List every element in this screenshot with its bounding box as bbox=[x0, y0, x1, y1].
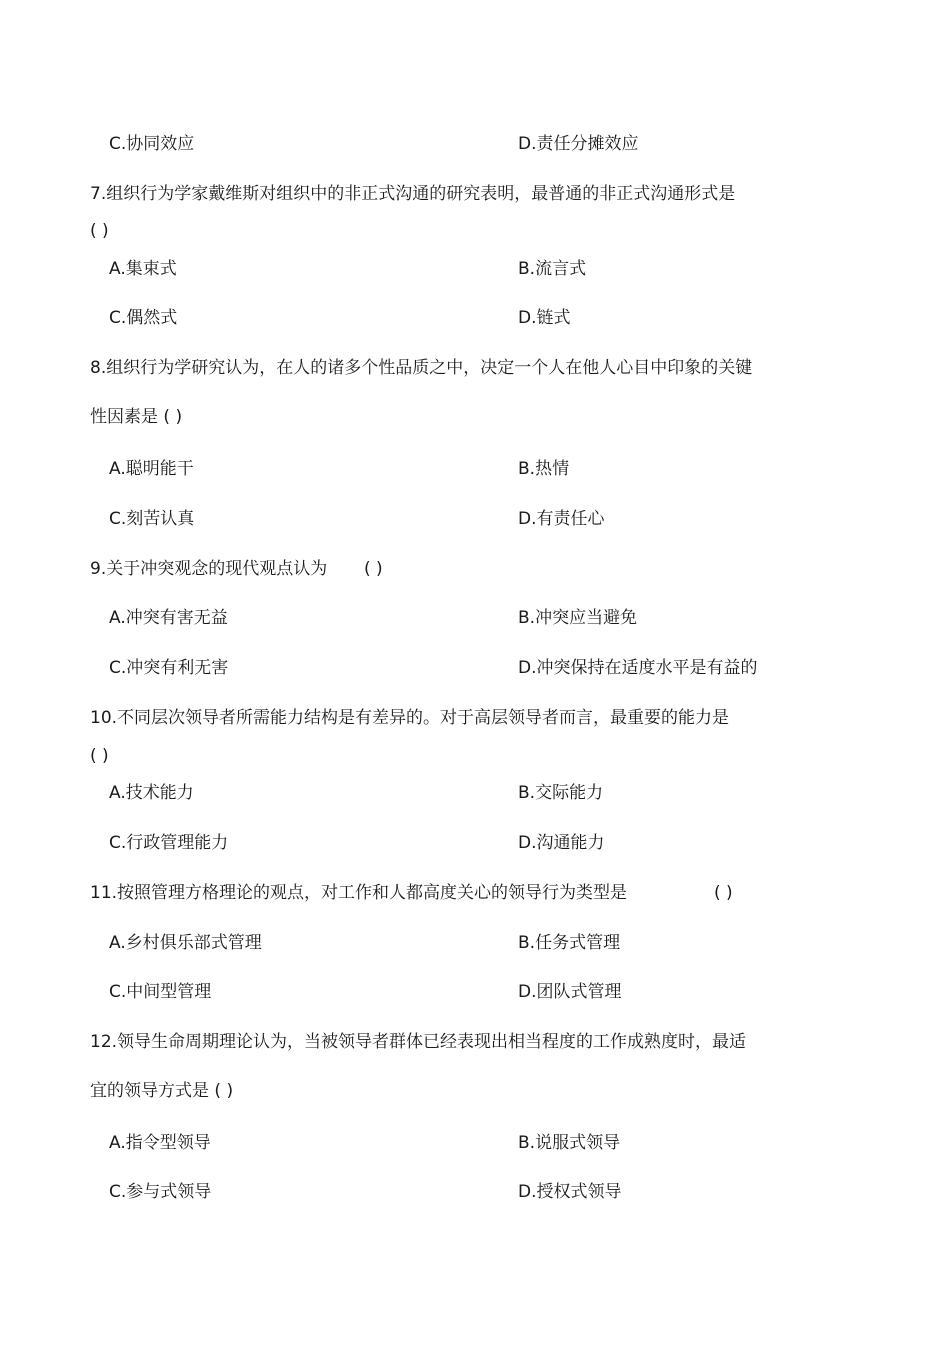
question-7-option-a: A.集束式 bbox=[109, 259, 177, 279]
question-8-option-b: B.热情 bbox=[518, 459, 570, 479]
question-11-option-c: C.中间型管理 bbox=[109, 982, 212, 1002]
question-9-answer-blank: ( ) bbox=[364, 559, 383, 579]
question-12-text: 12.领导生命周期理论认为，当被领导者群体已经表现出相当程度的工作成熟度时，最适 bbox=[90, 1032, 747, 1052]
question-9-option-a: A.冲突有害无益 bbox=[109, 608, 228, 628]
question-8-text: 8.组织行为学研究认为，在人的诸多个性品质之中，决定一个人在他人心目中印象的关键 bbox=[90, 358, 753, 378]
question-11-answer-blank: ( ) bbox=[714, 883, 733, 903]
question-11-option-a: A.乡村俱乐部式管理 bbox=[109, 933, 262, 953]
question-10-option-a: A.技术能力 bbox=[109, 783, 194, 803]
option-c: C.协同效应 bbox=[109, 134, 195, 154]
question-12-text-cont: 宜的领导方式是 ( ) bbox=[90, 1081, 234, 1101]
question-9-option-c: C.冲突有利无害 bbox=[109, 658, 229, 678]
question-11-text: 11.按照管理方格理论的观点，对工作和人都高度关心的领导行为类型是 bbox=[90, 883, 628, 903]
question-9-option-b: B.冲突应当避免 bbox=[518, 608, 638, 628]
question-7-option-b: B.流言式 bbox=[518, 259, 587, 279]
question-10-text: 10.不同层次领导者所需能力结构是有差异的。对于高层领导者而言，最重要的能力是 bbox=[90, 708, 730, 728]
question-12-option-c: C.参与式领导 bbox=[109, 1182, 212, 1202]
question-9-text: 9.关于冲突观念的现代观点认为 bbox=[90, 559, 328, 579]
question-9-option-d: D.冲突保持在适度水平是有益的 bbox=[518, 658, 758, 678]
question-8-option-d: D.有责任心 bbox=[518, 509, 605, 529]
question-8-option-a: A.聪明能干 bbox=[109, 459, 194, 479]
option-d: D.责任分摊效应 bbox=[518, 134, 639, 154]
question-10-answer-blank: ( ) bbox=[90, 746, 109, 766]
question-7-option-c: C.偶然式 bbox=[109, 308, 178, 328]
question-11-option-d: D.团队式管理 bbox=[518, 982, 622, 1002]
question-7-answer-blank: ( ) bbox=[90, 221, 109, 241]
question-12-option-b: B.说服式领导 bbox=[518, 1133, 621, 1153]
question-7-option-d: D.链式 bbox=[518, 308, 571, 328]
question-12-option-a: A.指令型领导 bbox=[109, 1133, 211, 1153]
question-7-text: 7.组织行为学家戴维斯对组织中的非正式沟通的研究表明，最普通的非正式沟通形式是 bbox=[90, 184, 736, 204]
question-10-option-d: D.沟通能力 bbox=[518, 833, 605, 853]
question-10-option-b: B.交际能力 bbox=[518, 783, 604, 803]
question-8-option-c: C.刻苦认真 bbox=[109, 509, 195, 529]
question-8-text-cont: 性因素是 ( ) bbox=[90, 407, 183, 427]
question-11-option-b: B.任务式管理 bbox=[518, 933, 621, 953]
question-10-option-c: C.行政管理能力 bbox=[109, 833, 229, 853]
question-12-option-d: D.授权式领导 bbox=[518, 1182, 622, 1202]
